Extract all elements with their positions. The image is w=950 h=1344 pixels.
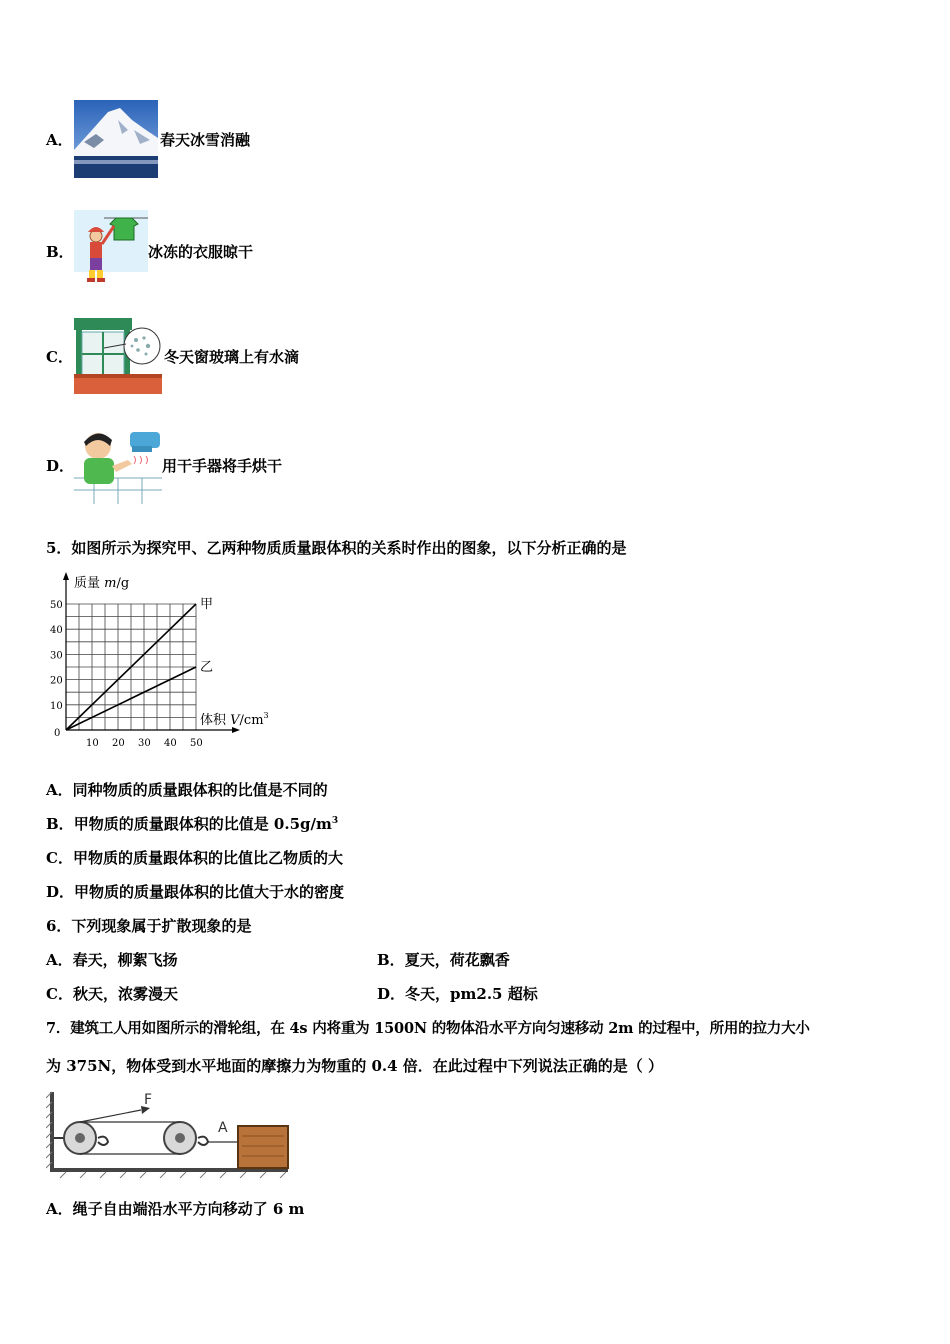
- option-text: 同种物质的质量跟体积的比值是不同的: [72, 781, 328, 799]
- y-tick-label: 20: [50, 675, 63, 687]
- option-letter: C．: [46, 849, 73, 867]
- q4-option-a[interactable]: [46, 100, 250, 178]
- mass-volume-chart: [44, 568, 270, 752]
- option-text: 用干手器将手烘干: [162, 456, 283, 475]
- snow-mountain-image: [74, 100, 158, 178]
- option-letter: D．: [46, 883, 75, 901]
- y-tick-label: 50: [50, 600, 63, 611]
- option-sup: 3: [331, 816, 339, 826]
- hand-dryer-image: [74, 426, 162, 504]
- x-tick-label: 10: [86, 738, 99, 749]
- pulley-diagram: [46, 1090, 290, 1180]
- mass-volume-chart-svg: [44, 568, 270, 752]
- option-letter: D．: [46, 456, 75, 475]
- option-text: 甲物质的质量跟体积的比值比乙物质的大: [72, 849, 343, 867]
- option-letter: A．: [46, 1200, 73, 1218]
- option-letter: A．: [46, 951, 73, 969]
- x-tick-label: 20: [112, 738, 125, 749]
- q6-option-c[interactable]: [46, 983, 178, 1004]
- q7-option-a[interactable]: [46, 1198, 304, 1219]
- series-label: 甲: [200, 597, 214, 612]
- option-text: 冬天窗玻璃上有水滴: [164, 347, 300, 366]
- point-label: A: [218, 1120, 228, 1136]
- option-text: 春天，柳絮飞扬: [72, 951, 178, 969]
- q7-stem-line1: 7．建筑工人用如图所示的滑轮组，在 4s 内将重为 1500N 的物体沿水平方向匀速移动 2m 的过程中，所用的拉力大小: [46, 1020, 810, 1037]
- x-tick-label: 50: [190, 738, 203, 749]
- option-text: 冬天，pm2.5 超标: [405, 985, 538, 1003]
- origin-label: 0: [54, 728, 61, 739]
- q6-option-d[interactable]: [377, 983, 538, 1004]
- option-text: 夏天，荷花飘香: [404, 951, 510, 969]
- x-tick-label: 30: [138, 738, 151, 749]
- series-label: 乙: [200, 660, 214, 675]
- option-text: 甲物质的质量跟体积的比值是 0.5g/m: [73, 815, 332, 833]
- q5-option-d[interactable]: [46, 881, 344, 902]
- q6-option-a[interactable]: [46, 949, 178, 970]
- option-letter: C．: [46, 985, 73, 1003]
- option-text: 甲物质的质量跟体积的比值大于水的密度: [74, 883, 345, 901]
- q5-option-c[interactable]: [46, 847, 343, 868]
- q6-option-b[interactable]: [377, 949, 510, 970]
- option-letter: D．: [377, 985, 406, 1003]
- q7-stem-line2: 为 375N，物体受到水平地面的摩擦力为物重的 0.4 倍．在此过程中下列说法正确的是（ ）: [46, 1057, 664, 1075]
- force-label: F: [144, 1092, 153, 1108]
- q5-option-a[interactable]: [46, 779, 328, 800]
- window-water-drops-image: [74, 318, 162, 394]
- option-text: 冰冻的衣服晾干: [148, 242, 254, 261]
- y-tick-label: 30: [50, 650, 63, 662]
- frozen-clothes-image: [74, 210, 148, 292]
- q4-option-d[interactable]: [46, 426, 282, 504]
- option-letter: C．: [46, 347, 73, 366]
- option-letter: A．: [46, 130, 73, 149]
- q6-stem: 6．下列现象属于扩散现象的是: [46, 917, 252, 935]
- option-text: 绳子自由端沿水平方向移动了 6 m: [72, 1200, 305, 1218]
- option-letter: B．: [46, 242, 74, 261]
- q4-option-c[interactable]: [46, 318, 299, 394]
- y-axis-label: 质量 m/g: [74, 576, 130, 591]
- x-axis-label: 体积 $V/cm^3$: [200, 711, 269, 728]
- option-letter: B．: [377, 951, 405, 969]
- q4-option-b[interactable]: [46, 210, 253, 292]
- q5-option-b[interactable]: [46, 813, 338, 834]
- y-tick-label: 10: [50, 700, 63, 712]
- x-tick-label: 40: [164, 738, 177, 749]
- y-tick-label: 40: [50, 625, 63, 637]
- q5-stem: 5．如图所示为探究甲、乙两种物质质量跟体积的关系时作出的图象，以下分析正确的是: [46, 539, 627, 557]
- option-letter: B．: [46, 815, 74, 833]
- option-text: 秋天，浓雾漫天: [72, 985, 178, 1003]
- option-letter: A．: [46, 781, 73, 799]
- option-text: 春天冰雪消融: [160, 130, 251, 149]
